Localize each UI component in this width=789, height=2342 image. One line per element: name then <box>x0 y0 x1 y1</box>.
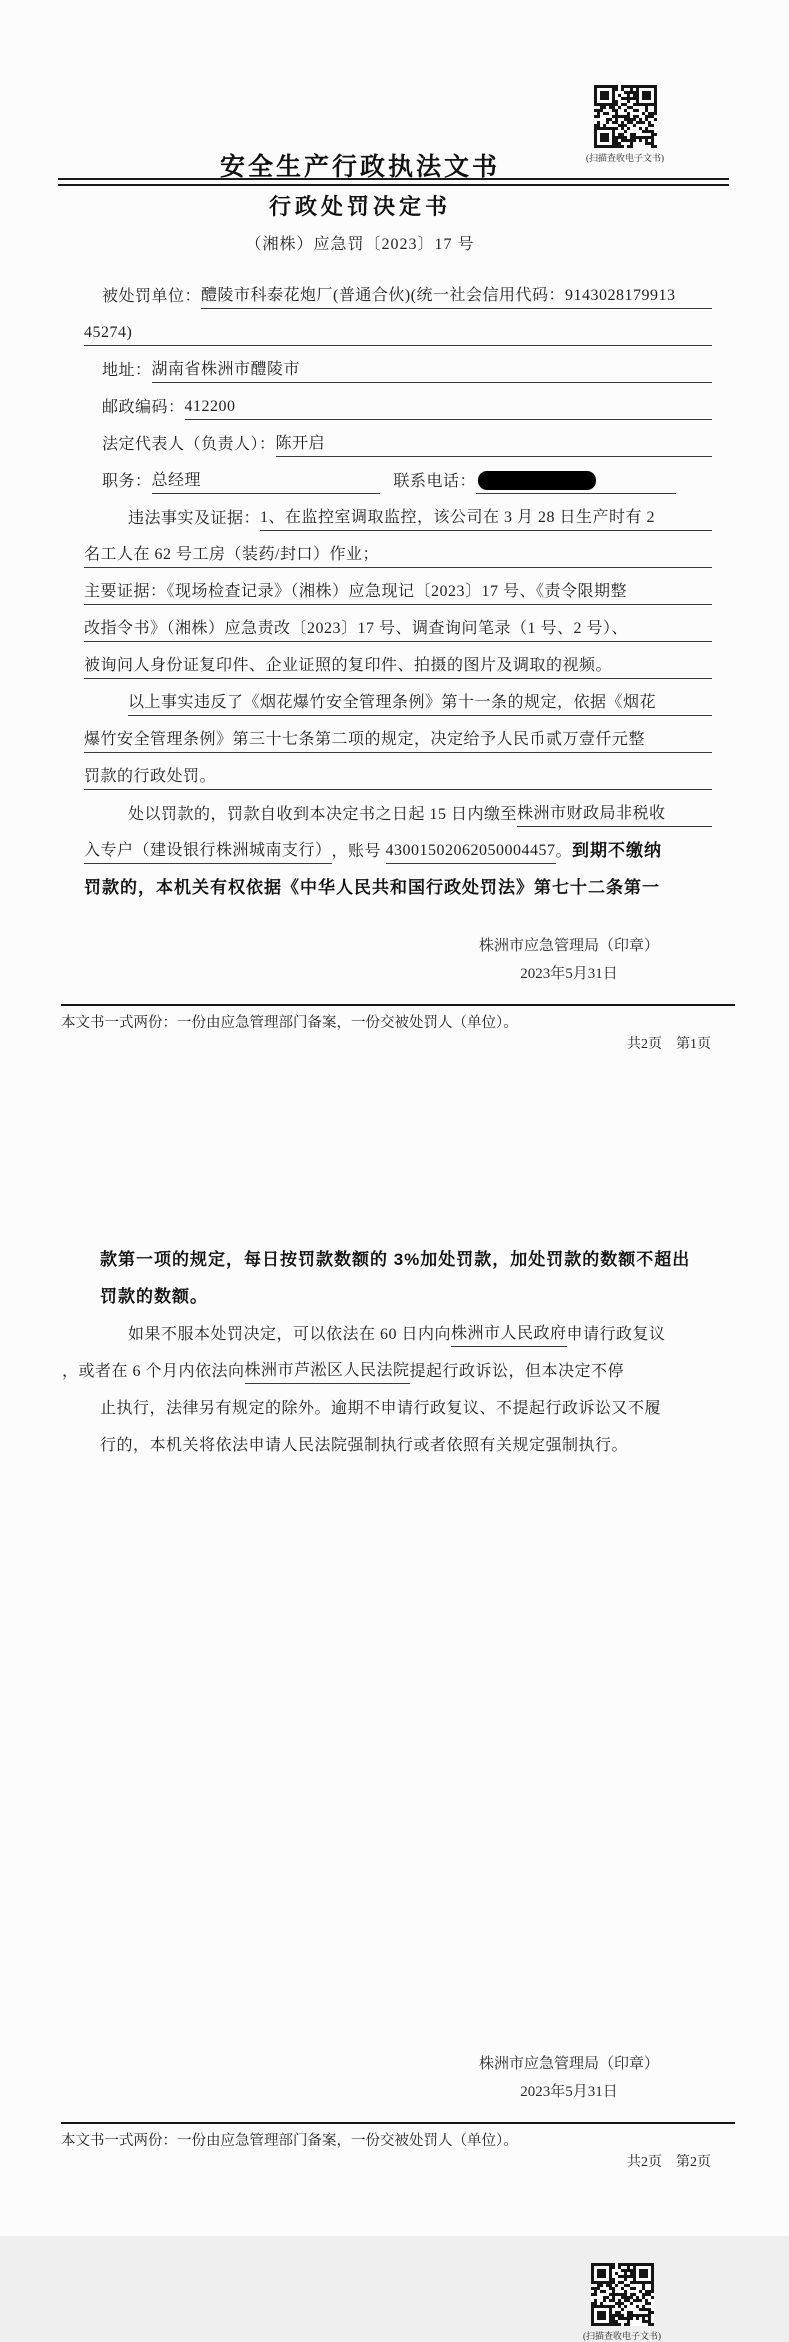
text-run: 主要证据：《现场检查记录》（湘株）应急现记〔2023〕17 号、《责令限期整 <box>84 578 627 605</box>
text-run: 株洲市财政局非税收 <box>517 800 666 827</box>
rule-filler <box>676 305 712 309</box>
text-run: 联系电话： <box>393 473 477 490</box>
text-run: 止执行，法律另有规定的除外。逾期不申请行政复议、不提起行政诉讼又不履 <box>100 1400 662 1417</box>
qr-block <box>575 2263 669 2342</box>
rule-filler <box>656 712 712 716</box>
text-run: ，账号 <box>331 843 386 860</box>
text-run: 以上事实违反了《烟花爆竹安全管理条例》第十一条的规定，依据《烟花 <box>128 689 656 716</box>
text-run: 被询问人身份证复印件、企业证照的复印件、拍摄的图片及调取的视频。 <box>84 652 612 679</box>
text-run: 湖南省株洲市醴陵市 <box>152 356 301 383</box>
text-line <box>84 568 712 605</box>
rule-filler <box>666 823 712 827</box>
text-run: 罚款的数额。 <box>100 1287 208 1306</box>
text-run: 株洲市人民政府 <box>451 1320 567 1347</box>
header-double-rule <box>58 178 729 186</box>
text-line <box>62 1347 712 1384</box>
text-run: 总经理 <box>152 467 380 494</box>
text-run: 违法事实及证据： <box>128 510 261 527</box>
page-footer <box>61 2122 735 2171</box>
text-run: 职务： <box>102 473 152 490</box>
qr-code-icon <box>591 2263 654 2326</box>
rule-filler <box>216 786 712 790</box>
text-line <box>84 272 712 309</box>
text-line <box>100 1273 712 1310</box>
text-run: 1、在监控室调取监控，该公司在 3 月 28 日生产时有 2 <box>260 504 655 531</box>
rule-filler <box>132 342 712 346</box>
footer-note: 本文书一式两份：一份由应急管理部门备案，一份交被处罚人（单位）。 <box>61 1015 518 1031</box>
text-line <box>84 642 712 679</box>
text-run: 爆竹安全管理条例》第三十七条第二项的规定，决定给予人民币贰万壹仟元整 <box>84 726 645 753</box>
text-run: 到期不缴纳 <box>572 841 663 860</box>
text-run: 43001502062050004457 <box>386 842 556 864</box>
page-indicator: 共2页 第1页 <box>627 1037 711 1052</box>
rule-filler <box>655 527 712 531</box>
text-line <box>84 383 712 420</box>
rule-filler <box>379 564 712 568</box>
text-run: 陈开启 <box>276 430 326 457</box>
rule-filler <box>236 416 712 420</box>
document-number: （湘株）应急罚〔2023〕17 号 <box>245 236 475 253</box>
text-line <box>84 457 712 494</box>
text-line <box>84 494 712 531</box>
footer-note: 本文书一式两份：一份由应急管理部门备案，一份交被处罚人（单位）。 <box>61 2133 518 2149</box>
text-line <box>84 679 712 716</box>
rule-filler <box>612 675 712 679</box>
text-run: 改指令书》（湘株）应急责改〔2023〕17 号、调查询问笔录（1 号、2 号）、 <box>84 615 628 642</box>
text-line <box>84 790 712 827</box>
text-run: 罚款的行政处罚。 <box>84 763 216 790</box>
body-text-page-2 <box>62 1236 712 1458</box>
text-run: 如果不服本处罚决定，可以依法在 60 日内向 <box>128 1326 452 1343</box>
text-line <box>100 1236 712 1273</box>
text-line <box>84 346 712 383</box>
text-run: 法定代表人（负责人）： <box>102 436 276 453</box>
text-run: 罚款的，本机关有权依据《中华人民共和国行政处罚法》第七十二条第一 <box>84 878 660 897</box>
text-line <box>84 827 712 864</box>
text-line <box>84 864 712 901</box>
rule-filler <box>628 638 712 642</box>
text-run: 款第一项的规定，每日按罚款数额的 3%加处罚款，加处罚款的数额不超出 <box>100 1250 691 1269</box>
text-line <box>84 420 712 457</box>
text-line <box>100 1310 712 1347</box>
page-indicator: 共2页 第2页 <box>627 2155 711 2170</box>
text-line <box>84 605 712 642</box>
qr-code-icon <box>594 85 657 148</box>
agency-name: 株洲市应急管理局（印章） <box>478 2056 659 2072</box>
qr-caption: (扫描查收电子文书) <box>583 2331 661 2341</box>
text-run: ，或者在 6 个月内依法向 <box>62 1363 245 1380</box>
redaction-bar <box>478 471 596 490</box>
text-run: 入专户（建设银行株洲城南支行） <box>84 837 332 864</box>
text-run: 45274) <box>84 324 132 346</box>
rule-filler <box>645 749 712 753</box>
rule-filler <box>325 453 712 457</box>
header-title: 安全生产行政执法文书 <box>219 153 500 181</box>
text-line <box>84 531 712 568</box>
text-run: 提起行政诉讼，但本决定不停 <box>409 1363 625 1380</box>
sign-date: 2023年5月31日 <box>520 966 618 982</box>
text-run: 地址： <box>102 362 152 379</box>
text-run: 412200 <box>185 398 236 420</box>
text-line <box>100 1421 712 1458</box>
page-footer <box>61 1004 735 1053</box>
text-line <box>100 1384 712 1421</box>
text-run: 被处罚单位： <box>102 288 202 305</box>
rule-filler <box>627 601 712 605</box>
text-line <box>84 716 712 753</box>
page-2 <box>0 1118 789 2341</box>
text-run: 名工人在 62 号工房（装药/封口）作业； <box>84 541 379 568</box>
text-line <box>84 309 712 346</box>
page-1 <box>0 0 789 1118</box>
phone-redaction-field <box>476 471 676 494</box>
text-run: 处以罚款的，罚款自收到本决定书之日起 15 日内缴至 <box>128 806 518 823</box>
body-text-page-1 <box>84 272 712 901</box>
agency-name: 株洲市应急管理局（印章） <box>478 938 659 954</box>
text-line <box>84 753 712 790</box>
text-run: 申请行政复议 <box>566 1326 666 1343</box>
text-run: 醴陵市科泰花炮厂(普通合伙)(统一社会信用代码：9143028179913 <box>201 282 676 309</box>
text-run: 行的，本机关将依法申请人民法院强制执行或者依照有关规定强制执行。 <box>100 1437 629 1454</box>
text-run: 。 <box>555 843 573 860</box>
text-run: 邮政编码： <box>102 399 185 416</box>
document-title: 行政处罚决定书 <box>268 194 451 219</box>
signature-block <box>438 932 700 988</box>
signature-block <box>438 2050 700 2106</box>
text-run: 株洲市芦淞区人民法院 <box>245 1357 410 1384</box>
qr-caption: (扫描查收电子文书) <box>586 153 664 163</box>
sign-date: 2023年5月31日 <box>520 2084 618 2100</box>
rule-filler <box>300 379 712 383</box>
